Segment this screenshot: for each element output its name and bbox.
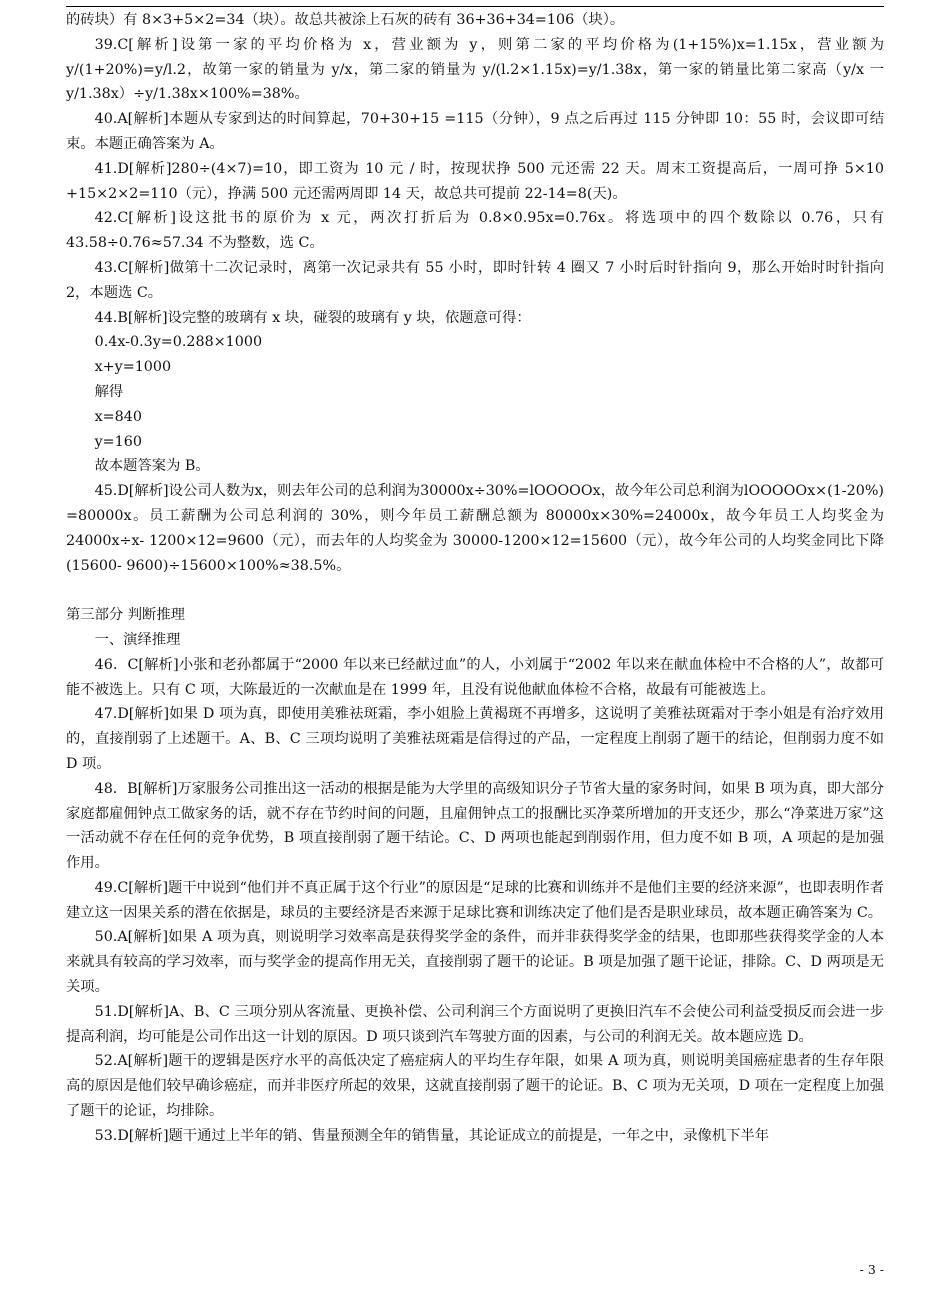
- answer-44-equation-2: x+y=1000: [94, 359, 172, 376]
- answer-48: 48．B[解析]万家服务公司推出这一活动的根据是能为大学里的高级知识分子节省大量的家务时间，如果 B 项为真，即大部分家庭都雇佣钟点工做家务的话，就不存在节约时间的问题，且雇佣钟点工的报酬比买净菜所增加的开支还少，那么“净菜进万家”这一活动就不存在任何的竞争优势，B 项直接削弱了题干结论。C、D 两项也能起到削弱作用，但力度不如 B 项，A 项起的是加强作用。: [66, 780, 884, 872]
- answer-44-solve-label: 解得: [94, 383, 124, 400]
- section-heading-part-3: 第三部分 判断推理: [66, 607, 185, 624]
- page-number: - 3 -: [859, 1262, 884, 1277]
- paragraph-continuation: 的砖块）有 8×3+5×2=34（块）。故总共被涂上石灰的砖有 36+36+34=106（块）。: [66, 12, 625, 28]
- answer-46: 46．C[解析]小张和老孙都属于“2000 年以来已经献过血”的人，小刘属于“2002 年以来在献血体检中不合格的人”，故都可能不被选上。只有 C 项，大陈最近的一次献血是在 1999 年，且没有说他献血体检不合格，故最有可能被选上。: [66, 656, 884, 698]
- answer-41: 41.D[解析]280÷(4×7)=10，即工资为 10 元 / 时，按现状挣 500 元还需 22 天。周末工资提高后，一周可挣 5×10 +15×2×2=110（元），挣满 500 元还需两周即 14 天，故总共可提前 22-14=8(天)。: [66, 160, 884, 202]
- answer-42: 42.C[解析]设这批书的原价为 x 元，两次打折后为 0.8×0.95x=0.76x。将选项中的四个数除以 0.76，只有 43.58÷0.76≈57.34 不为整数，选 C。: [66, 210, 884, 252]
- answer-44-y-value: y=160: [94, 433, 142, 450]
- answer-43: 43.C[解析]做第十二次记录时，离第一次记录共有 55 小时，即时针转 4 圈又 7 小时后时针指向 9，那么开始时时针指向 2，本题选 C。: [66, 259, 884, 301]
- answer-50: 50.A[解析]如果 A 项为真，则说明学习效率高是获得奖学金的条件，而并非获得奖学金的结果，也即那些获得奖学金的人本来就具有较高的学习效率，而与奖学金的提高作用无关，直接削弱了题干的论证。B 项是加强了题干论证，排除。C、D 两项是无关项。: [66, 929, 884, 996]
- answer-44-x-value: x=840: [94, 408, 142, 425]
- answer-40: 40.A[解析]本题从专家到达的时间算起，70+30+15 =115（分钟），9 点之后再过 115 分钟即 10：55 时，会议即可结束。本题正确答案为 A。: [66, 111, 884, 152]
- subsection-heading-deductive: 一、演绎推理: [94, 631, 181, 648]
- answer-44: 44.B[解析]设完整的玻璃有 x 块，碰裂的玻璃有 y 块，依题意可得：: [94, 309, 531, 326]
- answer-44-conclusion: 故本题答案为 B。: [94, 458, 210, 475]
- top-rule: [66, 6, 884, 7]
- answer-53: 53.D[解析]题干通过上半年的销、售量预测全年的销售量，其论证成立的前提是，一年之中，录像机下半年: [94, 1127, 770, 1144]
- answer-52: 52.A[解析]题干的逻辑是医疗水平的高低决定了癌症病人的平均生存年限，如果 A 项为真，则说明美国癌症患者的生存年限高的原因是他们较早确诊癌症，而并非医疗所起的效果，这就直接削弱了题干的论证。B、C 项为无关项，D 项在一定程度上加强了题干的论证，均排除。: [66, 1053, 884, 1120]
- answer-45: 45.D[解析]设公司人数为x，则去年公司的总利润为30000x÷30%=lOOOOOx，故今年公司总利润为lOOOOOx×(1-20%) =80000x。员工薪酬为公司总利润的 30%，则今年员工薪酬总额为 80000x×30%=24000x，故今年员工人均奖金为 24000x÷x- 1200×12=9600（元），而去年的人均奖金为 30000-1200×12=15600（元），故今年公司的人均奖金同比下降(15600- 9600)÷15600×100%≈38.5%。: [66, 483, 884, 574]
- answer-39: 39.C[解析]设第一家的平均价格为 x，营业额为 y，则第二家的平均价格为(1+15%)x=1.15x，营业额为 y/(1+20%)=y/l.2，故第一家的销量为 y/x，第二家的销量为 y/(l.2×1.15x)=y/1.38x，第一家的销量比第二家高（y/x 一 y/1.38x）÷y/1.38x×100%=38%。: [66, 36, 884, 103]
- answer-47: 47.D[解析]如果 D 项为真，即使用美雅祛斑霜，李小姐脸上黄褐斑不再增多，这说明了美雅祛斑霜对于李小姐是有治疗效用的，直接削弱了上述题干。A、B、C 三项均说明了美雅祛斑霜是信得过的产品，一定程度上削弱了题干的结论，但削弱力度不如 D 项。: [66, 706, 884, 772]
- answer-49: 49.C[解析]题干中说到“他们并不真正属于这个行业”的原因是“足球的比赛和训练并不是他们主要的经济来源”，也即表明作者建立这一因果关系的潜在依据是，球员的主要经济是否来源于足球比赛和训练决定了他们是否是职业球员，故本题正确答案为 C。: [66, 879, 884, 921]
- answer-44-equation-1: 0.4x-0.3y=0.288×1000: [94, 334, 263, 351]
- blank-line: [66, 578, 884, 603]
- answer-51: 51.D[解析]A、B、C 三项分别从客流量、更换补偿、公司利润三个方面说明了更换旧汽车不会使公司利益受损反而会进一步提高利润，均可能是公司作出这一计划的原因。D 项只谈到汽车驾驶方面的因素，与公司的利润无关。故本题应选 D。: [66, 1003, 884, 1045]
- document-body: [66, 8, 884, 1149]
